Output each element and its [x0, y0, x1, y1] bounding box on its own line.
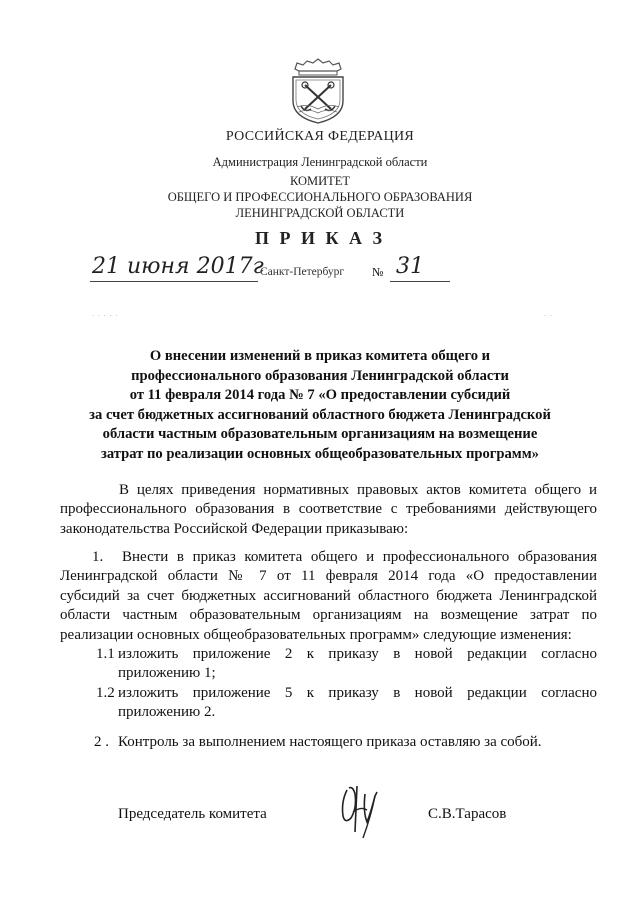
number-sign: №	[372, 265, 384, 279]
coat-of-arms-emblem	[287, 57, 349, 125]
subitem-number: 1.1	[96, 646, 115, 662]
subitem-number: 1.2	[96, 685, 115, 701]
scan-mark-right: . .	[544, 311, 553, 318]
item-1-line: Ленинградской области № 7 от 11 февраля 2014 года «О предоставлении	[60, 568, 597, 585]
subitem-line: приложению 2.	[118, 704, 216, 721]
item-1-line: области частным образовательным организациям на возмещение затрат по	[60, 607, 597, 624]
title-line: области частным образовательным организациям на возмещение	[102, 426, 538, 442]
signatory-position: Председатель комитета	[118, 806, 267, 822]
item-1-line: субсидий за счет бюджетных ассигнований областного бюджета Ленинградской	[60, 587, 597, 604]
order-number: 31	[396, 254, 424, 279]
title-line: от 11 февраля 2014 года № 7 «О предоставлении субсидий	[129, 387, 511, 403]
title-line: профессионального образования Ленинградской области	[131, 367, 509, 384]
administration-heading: Администрация Ленинградской области	[212, 155, 428, 169]
item-2-number: 2 .	[94, 734, 109, 750]
subitem-line: изложить приложение 2 к приказу в новой редакции согласно	[118, 646, 597, 662]
preamble-line: В целях приведения нормативных правовых актов комитета общего и	[119, 482, 597, 498]
number-underline	[390, 281, 450, 282]
handwritten-signature	[333, 782, 385, 842]
subitem-line: приложению 1;	[118, 665, 216, 682]
item-2-text: Контроль за выполнением настоящего приказа оставляю за собой.	[118, 734, 542, 750]
date-underline	[90, 281, 258, 282]
item-1-number: 1.	[92, 549, 104, 565]
committee-heading-3: ЛЕНИНГРАДСКОЙ ОБЛАСТИ	[235, 206, 405, 220]
subitem-1-2	[96, 684, 597, 723]
title-line: О внесении изменений в приказ комитета общего и	[149, 348, 491, 364]
item-1-line: Внести в приказ комитета общего и профессионального образования	[122, 549, 597, 565]
scan-mark-left: . . . . .	[92, 311, 119, 318]
item-1-line: реализации основных общеобразовательных программ» следующие изменения:	[60, 626, 572, 643]
committee-heading-1: КОМИТЕТ	[289, 174, 351, 188]
country-heading: РОССИЙСКАЯ ФЕДЕРАЦИЯ	[225, 129, 415, 144]
order-title	[60, 347, 580, 464]
preamble-paragraph	[60, 481, 597, 539]
city-label: Санкт-Петербург	[260, 266, 345, 278]
preamble-line: профессионального образования в соответствие с требованиями действующего	[60, 501, 597, 518]
signatory-name: С.В.Тарасов	[428, 806, 507, 822]
order-date: 21 июня 2017г	[92, 254, 264, 279]
committee-heading-2: ОБЩЕГО И ПРОФЕССИОНАЛЬНОГО ОБРАЗОВАНИЯ	[167, 190, 473, 204]
title-line: затрат по реализации основных общеобразовательных программ»	[101, 445, 539, 462]
document-type: П Р И К А З	[254, 228, 386, 248]
subitem-line: изложить приложение 5 к приказу в новой редакции согласно	[118, 685, 597, 701]
item-1-paragraph	[60, 548, 597, 645]
preamble-line: законодательства Российской Федерации приказываю:	[60, 520, 409, 537]
title-line: за счет бюджетных ассигнований областного бюджета Ленинградской	[89, 406, 551, 423]
subitem-1-1	[96, 645, 597, 684]
